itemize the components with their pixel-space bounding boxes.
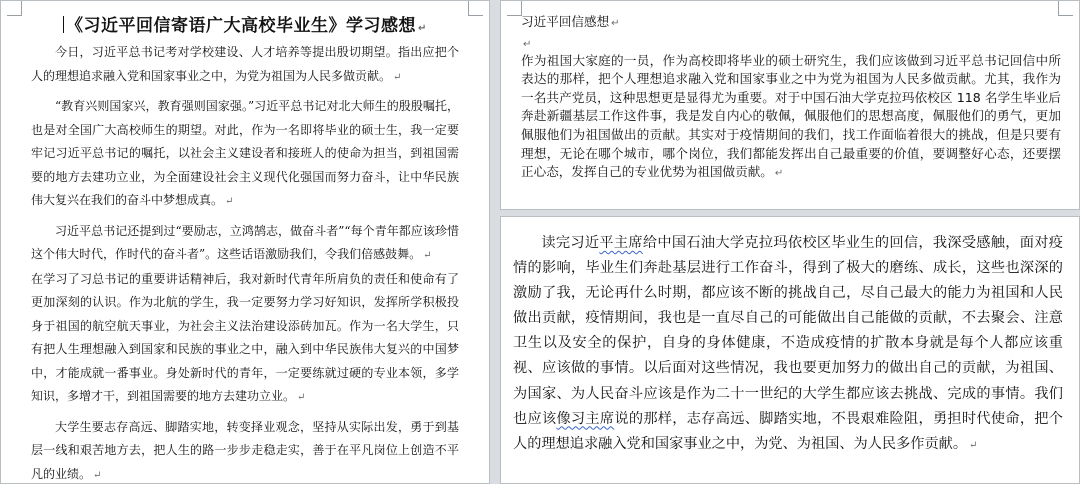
paragraph: 今日，习近平总书记考对学校建设、人才培养等提出殷切期望。指出应把个人的理想追求融入党和国家事业之中，为党为祖国为人民多做贡献。 ↵	[31, 45, 459, 83]
page-2-body[interactable]	[521, 13, 1061, 184]
paragraph-mark-icon: ↵	[418, 23, 427, 34]
document-page-2	[500, 0, 1080, 210]
paragraph-mark-icon: ↵	[611, 18, 620, 29]
paragraph: 作为祖国大家庭的一员，作为高校即将毕业的硕士研究生，我们应该做到习近平总书记回信中所表达的那样，把个人理想追求融入党和国家事业之中为党为祖国为人民多做贡献。尤其，我作为一名共产党员，这种思想更是显得尤为重要。对于中国石油大学克拉玛依校区 118 名学生毕业后奔赴新疆基层工作这件事，我是发自内心的敬佩，佩服他们的思想高度，佩服他们的勇气，更加佩服他们为祖国做出的贡献。其实对于疫情期间的我们，找工作面临着很大的挑战，但是只要有理想，无论在哪个城市，哪个岗位，我们都能发挥出自己最重要的价值，要调整好心态，还要摆正心态，发挥自己的专业优势为祖国做贡献。 ↵	[521, 52, 1061, 180]
paragraph: “教育兴则国家兴，教育强则国家强。”习近平总书记对北大师生的殷殷嘱托，也是对全国广大高校师生的期望。对此，作为一名即将毕业的硕士生，我一定要牢记习近平总书记的嘱托，以社会主义建设者和接班人的使命为担当，到祖国需要的地方去建功立业，为全面建设社会主义现代化强国而努力奋斗，让中华民族伟大复兴在我们的奋斗中梦想成真。 ↵	[31, 99, 459, 207]
paragraph-mark-icon: ↵	[969, 439, 978, 451]
crop-mark	[507, 1, 522, 16]
document-page-1	[0, 0, 490, 484]
paragraph: 大学生要志存高远、脚踏实地，转变择业观念，坚持从实际出发，勇于到基层一线和艰苦地方去，把人生的路一步步走稳走实，善于在平凡岗位上创造不平凡的业绩。 ↵	[31, 419, 459, 481]
text-cursor	[63, 16, 64, 33]
empty-paragraph	[521, 34, 1061, 52]
crop-mark	[468, 1, 483, 16]
paragraph-mark-icon: ↵	[423, 250, 432, 261]
paragraph-mark-icon: ↵	[93, 469, 102, 481]
section-heading: 习近平回信感想 ↵	[521, 14, 620, 29]
spellcheck-flag[interactable]: 平主席	[599, 235, 643, 251]
paragraph-mark-icon: ↵	[774, 168, 784, 180]
title-text: 《习近平回信寄语广大高校毕业生》学习感想	[66, 16, 417, 36]
paragraph-mark-icon: ↵	[393, 71, 402, 83]
paragraph: 在学习了习总书记的重要讲话精神后，我对新时代青年所肩负的责任和使命有了更加深刻的认识。作为北航的学生，我一定要努力学习好知识，发挥所学积极投身于祖国的航空航天事业，为社会主义法治建设添砖加瓦。作为一名大学生，只有把人生理想融入到国家和民族的事业之中，融入到中华民族伟大复兴的中国梦中，才能成就一番事业。身处新时代的青年，一定要练就过硬的专业本领，多学知识，多增才干，到祖国需要的地方去建功立业。 ↵	[31, 271, 459, 403]
paragraph-mark-icon: ↵	[523, 38, 532, 50]
page-3-body[interactable]	[513, 231, 1063, 458]
paragraph: 读完习近平主席给中国石油大学克拉玛依校区毕业生的回信，我深受感触，面对疫情的影响，毕业生们奔赴基层进行工作奋斗，得到了极大的磨练、成长，这些也深深的激励了我，无论再什么时期，都应该不断的挑战自己，尽自己最大的能力为祖国和人民做出贡献，疫情期间，我也是一直尽自己的可能做出自己能做的贡献，不去聚会、注意卫生以及安全的保护，自身的身体健康，不造成疫情的扩散本身就是每个人都应该重视、应该做的事情。以后面对这些情况，我也要更加努力的做出自己的贡献，为祖国、为国家、为人民奋斗应该是作为二十一世纪的大学生都应该去挑战、完成的事情。我们也应该像习主席说的那样，志存高远、脚踏实地，不畏艰难险阻，勇担时代使命，把个人的理想追求融入党和国家事业之中，为党、为祖国、为人民多作贡献。 ↵	[513, 235, 1063, 452]
document-title	[1, 11, 489, 36]
paragraph-mark-icon: ↵	[297, 392, 306, 403]
page-1-body[interactable]	[31, 41, 459, 484]
crop-mark	[7, 1, 22, 16]
spellcheck-flag[interactable]: 像习主席	[556, 410, 615, 427]
paragraph-mark-icon: ↵	[225, 196, 234, 207]
paragraph: 习近平总书记还提到过“要励志，立鸿鹄志，做奋斗者”“每个青年都应该珍惜这个伟大时代，作时代的奋斗者”。这些话语激励我们，令我们倍感鼓舞。 ↵	[31, 223, 459, 261]
document-page-3	[500, 216, 1080, 484]
